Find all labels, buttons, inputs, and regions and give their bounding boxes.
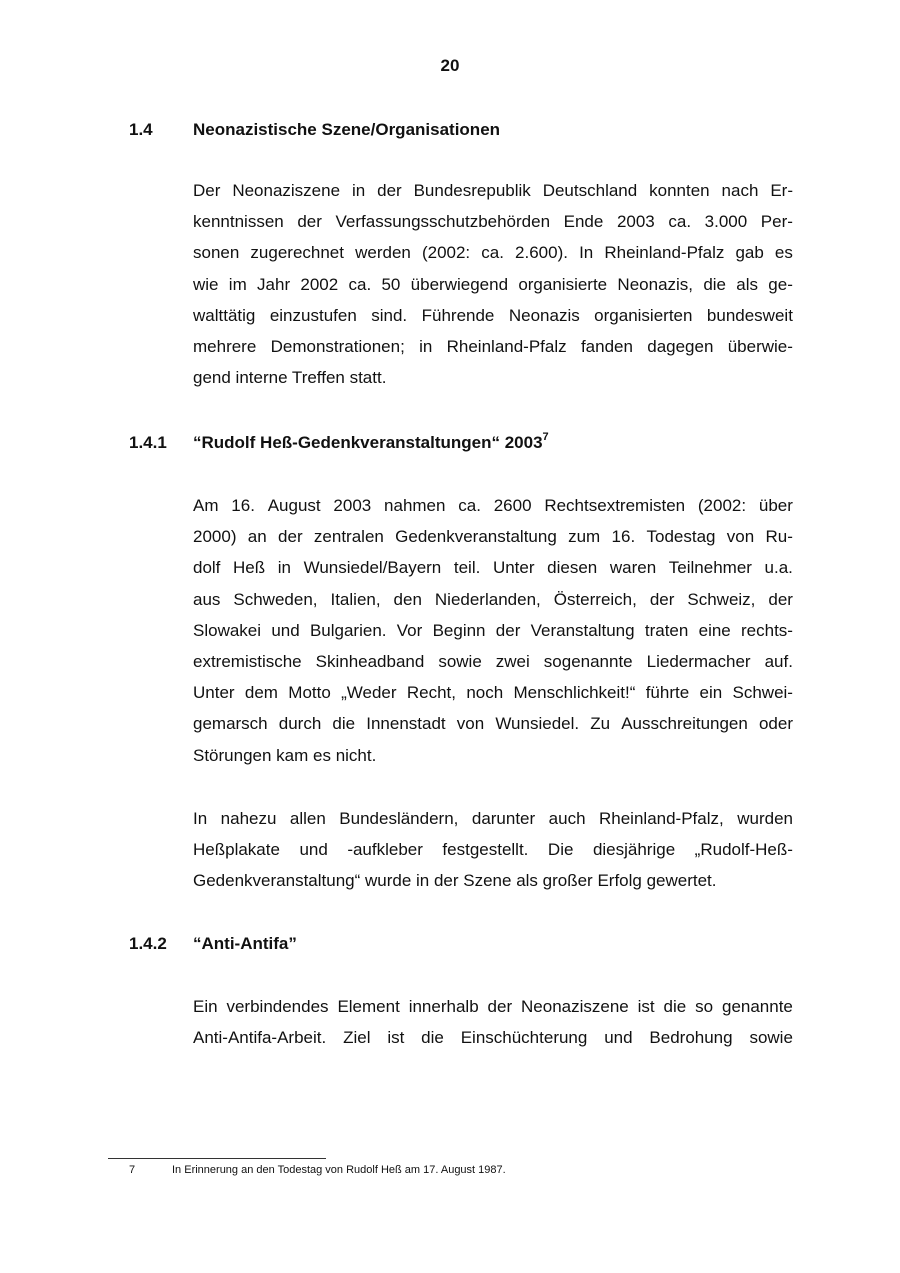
- paragraph-1-4-2-a: [193, 991, 793, 1053]
- section-title: Neonazistische Szene/Organisationen: [193, 120, 501, 139]
- text-line: dolf Heß in Wunsiedel/Bayern teil. Unter diesen waren Teilnehmer u.a.: [193, 558, 793, 578]
- text-line: gemarsch durch die Innenstadt von Wunsiedel. Zu Ausschreitungen oder: [193, 714, 793, 734]
- page-number: 20: [440, 56, 460, 75]
- text-line: mehrere Demonstrationen; in Rheinland-Pfalz fanden dagegen überwie-: [193, 336, 793, 356]
- text-line: Heßplakate und -aufkleber festgestellt. Die diesjährige „Rudolf-Heß-: [193, 840, 793, 860]
- footnote-separator: [108, 1158, 326, 1159]
- text-line: Anti-Antifa-Arbeit. Ziel ist die Einschüchterung und Bedrohung sowie: [193, 1028, 793, 1048]
- text-line: Am 16. August 2003 nahmen ca. 2600 Rechtsextremisten (2002: über: [193, 496, 793, 515]
- text-line: 2000) an der zentralen Gedenkveranstaltung zum 16. Todestag von Ru-: [193, 527, 793, 547]
- section-heading-1-4-2: [129, 933, 297, 955]
- paragraph-1-4-a: [193, 175, 793, 393]
- text-line: aus Schweden, Italien, den Niederlanden, Österreich, der Schweiz, der: [193, 589, 793, 609]
- section-title: “Anti-Antifa”: [193, 934, 297, 953]
- text-line: sonen zugerechnet werden (2002: ca. 2.600). In Rheinland-Pfalz gab es: [193, 243, 793, 263]
- section-number: 1.4.2: [129, 934, 167, 953]
- text-line: gend interne Treffen statt.: [193, 368, 387, 388]
- text-line: Slowakei und Bulgarien. Vor Beginn der Veranstaltung traten eine rechts-: [193, 620, 793, 640]
- section-title: “Rudolf Heß-Gedenkveranstaltungen“ 2003: [193, 433, 543, 452]
- text-line: extremistische Skinheadband sowie zwei sogenannte Liedermacher auf.: [193, 651, 793, 671]
- text-line: walttätig einzustufen sind. Führende Neonazis organisierten bundesweit: [193, 305, 793, 325]
- text-line: Störungen kam es nicht.: [193, 745, 377, 765]
- text-line: Unter dem Motto „Weder Recht, noch Menschlichkeit!“ führte ein Schwei-: [193, 683, 793, 703]
- paragraph-1-4-1-b: [193, 803, 793, 897]
- text-line: Gedenkveranstaltung“ wurde in der Szene als großer Erfolg gewertet.: [193, 871, 717, 891]
- footnote-reference: 7: [542, 431, 549, 443]
- section-number: 1.4.1: [129, 433, 167, 452]
- section-heading-1-4: [129, 119, 500, 141]
- footnote-number: 7: [129, 1164, 136, 1176]
- text-line: kenntnissen der Verfassungsschutzbehörden Ende 2003 ca. 3.000 Per-: [193, 212, 793, 232]
- text-line: Der Neonaziszene in der Bundesrepublik Deutschland konnten nach Er-: [193, 181, 793, 200]
- footnote-text: In Erinnerung an den Todestag von Rudolf Heß am 17. August 1987.: [172, 1164, 506, 1176]
- section-number: 1.4: [129, 120, 153, 139]
- section-heading-1-4-1: [129, 432, 549, 454]
- text-line: In nahezu allen Bundesländern, darunter auch Rheinland-Pfalz, wurden: [193, 809, 793, 828]
- footnote: [129, 1163, 506, 1177]
- text-line: Ein verbindendes Element innerhalb der Neonaziszene ist die so genannte: [193, 997, 793, 1016]
- paragraph-1-4-1-a: [193, 490, 793, 771]
- text-line: wie im Jahr 2002 ca. 50 überwiegend organisierte Neonazis, die als ge-: [193, 274, 793, 294]
